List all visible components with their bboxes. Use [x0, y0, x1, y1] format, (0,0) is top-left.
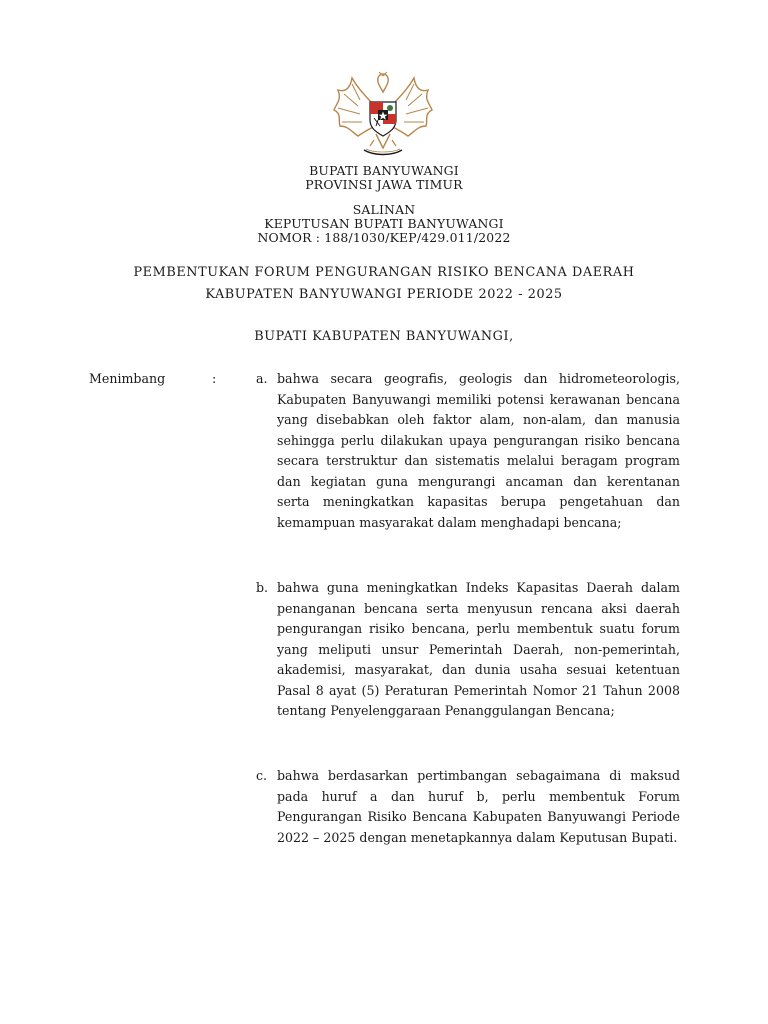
decree-title: KEPUTUSAN BUPATI BANYUWANGI [264, 216, 504, 231]
considering-item-c: bahwa berdasarkan pertimbangan sebagaimana di maksud pada huruf a dan huruf b, perlu membentuk Forum Pengurangan Risiko Bencana Kabupaten Banyuwangi Periode 2022 – 2025 dengan menetapkannya dalam Keputusan Bupati. [277, 768, 680, 845]
item-marker-b: b. [256, 580, 269, 595]
decree-number: NOMOR : 188/1030/KEP/429.011/2022 [257, 230, 511, 245]
authority-province: PROVINSI JAWA TIMUR [305, 177, 463, 192]
garuda-emblem-icon [330, 70, 436, 158]
issuer-heading: BUPATI KABUPATEN BANYUWANGI, [254, 329, 514, 344]
item-marker-a: a. [256, 371, 268, 386]
subject-line-1: PEMBENTUKAN FORUM PENGURANGAN RISIKO BENCANA DAERAH [133, 265, 635, 280]
authority-name: BUPATI BANYUWANGI [309, 163, 459, 178]
subject-line-2: KABUPATEN BANYUWANGI PERIODE 2022 - 2025 [205, 287, 563, 302]
item-marker-c: c. [256, 768, 268, 783]
considering-label: Menimbang [89, 371, 166, 386]
considering-item-b: bahwa guna meningkatkan Indeks Kapasitas Daerah dalam penanganan bencana serta menyusun rencana aksi daerah pengurangan risiko bencana, perlu membentuk suatu forum yang meliputi unsur Pemerintah Daerah, non-pemerintah, akademisi, masyarakat, dan dunia usaha sesuai ketentuan Pasal 8 ayat (5) Peraturan Pemerintah Nomor 21 Tahun 2008 tentang Penyelenggaraan Penanggulangan Bencana; [277, 580, 680, 718]
considering-colon: : [212, 371, 217, 386]
copy-label: SALINAN [352, 202, 416, 217]
considering-item-a: bahwa secara geografis, geologis dan hidrometeorologis, Kabupaten Banyuwangi memiliki potensi kerawanan bencana yang disebabkan oleh faktor alam, non-alam, dan manusia sehingga perlu dilakukan upaya pengurangan risiko bencana secara terstruktur dan sistematis melalui beragam program dan kegiatan guna mengurangi ancaman dan kerentanan serta meningkatkan kapasitas berupa pengetahuan dan kemampuan masyarakat dalam menghadapi bencana; [277, 371, 680, 530]
